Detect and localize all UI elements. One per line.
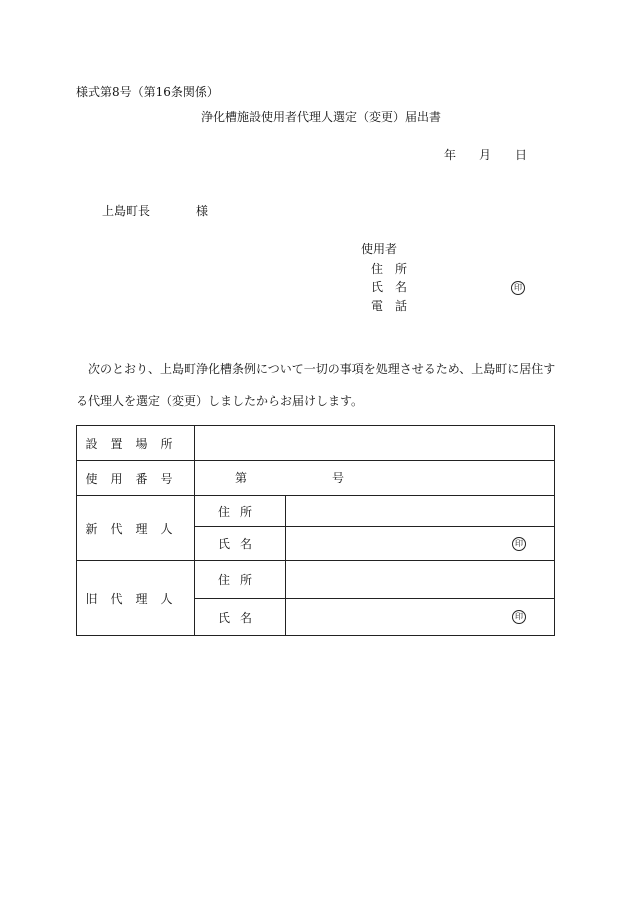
body-text-line-2: る代理人を選定（変更）しましたからお届けします。 [76, 394, 364, 408]
usage-number-label: 使用番号 [77, 461, 195, 496]
body-text-line-1: 次のとおり、上島町浄化槽条例について一切の事項を処理させるため、上島町に居住す [88, 362, 556, 376]
new-agent-name-field[interactable] [286, 527, 555, 561]
new-agent-name-label: 氏名 [195, 527, 286, 561]
agent-table [76, 425, 555, 636]
applicant-name-label: 氏 名 [371, 280, 408, 294]
usage-number-field[interactable] [195, 461, 555, 496]
new-agent-address-field[interactable] [286, 496, 555, 527]
old-agent-label: 旧代理人 [77, 561, 195, 636]
document-title: 浄化槽施設使用者代理人選定（変更）届出書 [201, 110, 442, 124]
date-day-label: 日 [515, 148, 528, 162]
applicant-phone-label: 電 話 [371, 299, 408, 313]
date-year-label: 年 [444, 148, 457, 162]
old-agent-name-label: 氏名 [195, 599, 286, 636]
applicant-seal: 印 [511, 281, 525, 295]
applicant-heading: 使用者 [361, 242, 398, 256]
table-row [77, 496, 555, 527]
seal-icon: 印 [512, 537, 526, 551]
install-location-field[interactable] [195, 426, 555, 461]
applicant-address-label: 住 所 [371, 262, 408, 276]
seal-icon [511, 279, 525, 295]
recipient-name: 上島町長 [102, 204, 151, 218]
install-location-label: 設置場所 [77, 426, 195, 461]
form-number: 様式第8号（第16条関係） [76, 85, 219, 99]
old-agent-address-field[interactable] [286, 561, 555, 599]
table-row [77, 426, 555, 461]
seal-icon: 印 [512, 610, 526, 624]
new-agent-label: 新代理人 [77, 496, 195, 561]
new-agent-address-label: 住所 [195, 496, 286, 527]
date-month-label: 月 [479, 148, 492, 162]
recipient-honorific: 様 [196, 204, 209, 218]
old-agent-address-label: 住所 [195, 561, 286, 599]
table-row [77, 561, 555, 599]
old-agent-name-field[interactable] [286, 599, 555, 636]
usage-number-dai: 第 [235, 471, 248, 485]
table-row [77, 461, 555, 496]
usage-number-go: 号 [332, 471, 345, 485]
